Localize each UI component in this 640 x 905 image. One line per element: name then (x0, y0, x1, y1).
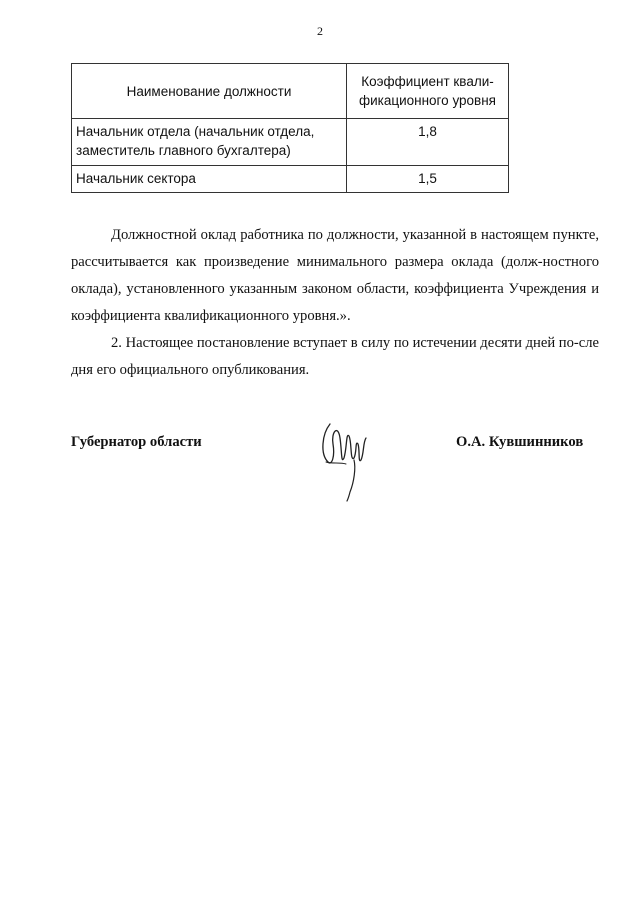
signatory-name: О.А. Кувшинников (456, 434, 584, 450)
cell-coefficient: 1,8 (347, 119, 509, 166)
handwritten-signature (316, 412, 376, 504)
cell-position: Начальник сектора (72, 166, 347, 193)
signatory-title: Губернатор области (71, 434, 202, 450)
header-coefficient: Коэффициент квали-фикационного уровня (347, 64, 509, 119)
paragraph-salary-calculation: Должностной оклад работника по должности, указанной в настоящем пункте, рассчитывается как произведение минимального размера оклада (долж-ностного оклада), установленного указанным законом области, коэффициента Учреждения и коэффициента квалификационного уровня.». (71, 227, 599, 324)
page-number: 2 (317, 24, 323, 38)
cell-coefficient: 1,5 (347, 166, 509, 193)
table-row (72, 166, 509, 193)
table-header-row (72, 64, 509, 119)
header-position-name: Наименование должности (72, 64, 347, 119)
paragraph-effective-date: 2. Настоящее постановление вступает в силу по истечении десяти дней по-сле дня его официального опубликования. (71, 335, 599, 378)
positions-table (71, 63, 509, 193)
cell-position: Начальник отдела (начальник отдела, заместитель главного бухгалтера) (72, 119, 347, 166)
table-row (72, 119, 509, 166)
